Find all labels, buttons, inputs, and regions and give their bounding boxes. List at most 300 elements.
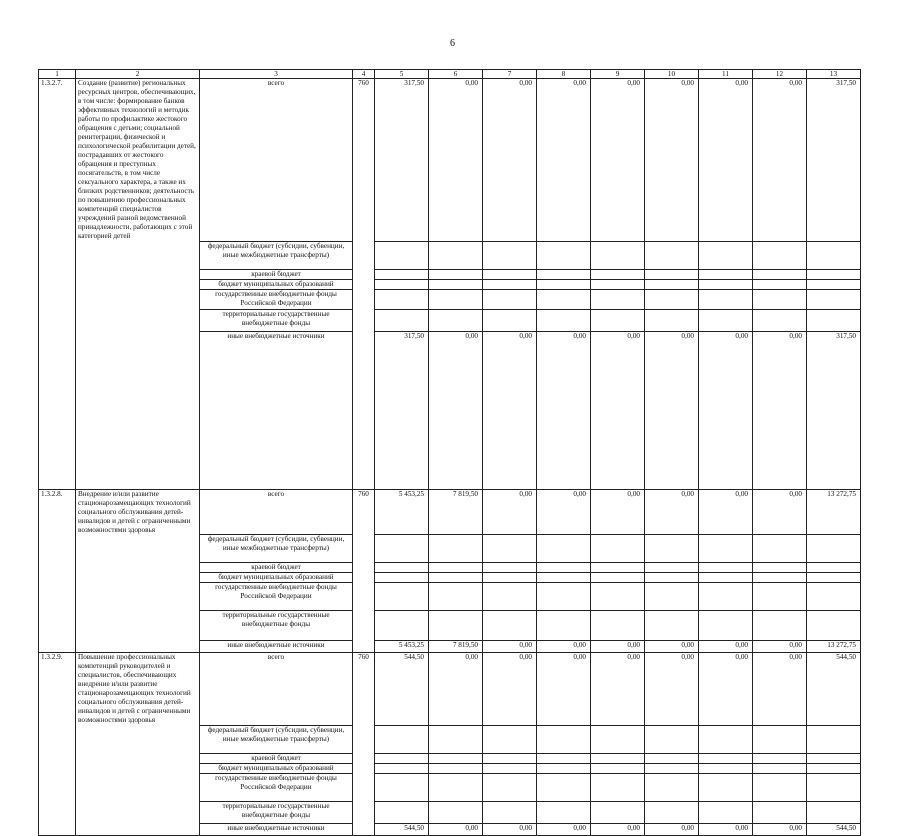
table-row [39,763,861,773]
column-4-code [353,641,375,653]
row-name: Создание (развитие) региональных ресурсных центров, обеспечивающих, в том числе: формирование банков эффективных технологий и методик работы по профилактике жестокого обращения с детьми; социальной реинтеграции, физической и психологической реабилитации детей, пострадавших от жестокого обращения и преступных посягательств, в том числе сексуального характера, а также их близких родственников; деятельность по повышению профессиональных компетенций специалистов учреждений разной ведомственной принадлежности, работающих с этой категорией детей [76,79,200,242]
value-cell [375,289,429,309]
header-row [39,70,861,79]
value-cell: 0,00 [645,79,699,242]
row-name [76,753,200,763]
value-cell [375,763,429,773]
value-cell [591,563,645,573]
row-name [76,641,200,653]
table-row [39,773,861,801]
row-name [76,801,200,823]
value-cell [483,583,537,611]
row-code [39,573,76,583]
value-cell [429,309,483,331]
value-cell [483,773,537,801]
value-cell [753,573,807,583]
value-cell: 0,00 [591,653,645,726]
value-cell: 0,00 [537,79,591,242]
value-cell [753,309,807,331]
value-cell [537,279,591,289]
value-cell: 0,00 [483,641,537,653]
value-cell [753,753,807,763]
column-4-code [353,331,375,489]
value-cell [753,763,807,773]
value-cell [807,269,861,279]
table-row [39,331,861,489]
value-cell [807,801,861,823]
row-code: 1.3.2.8. [39,489,76,535]
header-cell: 2 [76,70,200,79]
value-cell: 0,00 [591,79,645,242]
value-cell [429,573,483,583]
value-cell [645,611,699,641]
value-cell [699,763,753,773]
row-name [76,269,200,279]
value-cell [807,583,861,611]
value-cell [375,241,429,269]
column-4-code [353,763,375,773]
value-cell [375,573,429,583]
value-cell [699,583,753,611]
funding-source: территориальные государственные внебюджетные фонды [200,611,353,641]
value-cell: 0,00 [753,653,807,726]
value-cell: 0,00 [483,653,537,726]
value-cell: 544,50 [375,823,429,835]
value-cell: 0,00 [699,653,753,726]
value-cell [699,573,753,583]
row-name [76,241,200,269]
value-cell: 0,00 [699,823,753,835]
row-name [76,583,200,611]
value-cell [429,753,483,763]
value-cell [375,725,429,753]
value-cell [807,611,861,641]
value-cell: 317,50 [375,79,429,242]
value-cell [375,309,429,331]
value-cell: 5 453,25 [375,641,429,653]
value-cell: 13 272,75 [807,489,861,535]
column-4-code [353,773,375,801]
row-name [76,279,200,289]
value-cell: 0,00 [753,641,807,653]
value-cell [429,583,483,611]
value-cell [807,289,861,309]
value-cell [429,725,483,753]
table-row [39,489,861,535]
value-cell [645,535,699,563]
value-cell [429,611,483,641]
value-cell [699,801,753,823]
funding-source: территориальные государственные внебюджетные фонды [200,801,353,823]
value-cell [807,753,861,763]
value-cell [591,241,645,269]
table-row [39,573,861,583]
value-cell: 0,00 [645,489,699,535]
value-cell [753,583,807,611]
value-cell [591,801,645,823]
row-code [39,725,76,753]
value-cell [375,753,429,763]
value-cell: 7 819,50 [429,489,483,535]
value-cell [429,563,483,573]
value-cell [807,763,861,773]
value-cell: 544,50 [807,653,861,726]
value-cell: 0,00 [699,641,753,653]
column-4-code [353,801,375,823]
row-name [76,309,200,331]
header-cell: 11 [699,70,753,79]
funding-source: всего [200,489,353,535]
value-cell [591,773,645,801]
row-code [39,641,76,653]
value-cell [483,535,537,563]
value-cell: 0,00 [483,331,537,489]
row-name [76,763,200,773]
value-cell [753,535,807,563]
funding-source: иные внебюджетные источники [200,641,353,653]
header-cell: 8 [537,70,591,79]
value-cell [645,763,699,773]
value-cell [699,279,753,289]
value-cell: 0,00 [483,79,537,242]
value-cell [699,563,753,573]
value-cell [591,573,645,583]
value-cell [537,753,591,763]
value-cell: 7 819,50 [429,641,483,653]
value-cell: 0,00 [645,331,699,489]
table-row [39,241,861,269]
value-cell [645,773,699,801]
value-cell [483,241,537,269]
value-cell [537,309,591,331]
value-cell [699,753,753,763]
value-cell [483,763,537,773]
value-cell: 0,00 [645,641,699,653]
column-4-code [353,583,375,611]
value-cell: 317,50 [807,331,861,489]
value-cell [807,725,861,753]
table-row [39,535,861,563]
value-cell [645,279,699,289]
value-cell [645,241,699,269]
row-code [39,241,76,269]
funding-source: федеральный бюджет (субсидии, субвенции, иные межбюджетные трансферты) [200,725,353,753]
value-cell [753,773,807,801]
funding-source: всего [200,79,353,242]
value-cell [699,611,753,641]
value-cell [591,309,645,331]
row-code [39,583,76,611]
value-cell [645,573,699,583]
table-row [39,563,861,573]
funding-source: краевой бюджет [200,753,353,763]
funding-source: государственные внебюджетные фонды Российской Федерации [200,289,353,309]
value-cell [429,801,483,823]
value-cell [753,241,807,269]
column-4-code: 760 [353,79,375,242]
funding-source: бюджет муниципальных образований [200,279,353,289]
value-cell [645,725,699,753]
value-cell [699,269,753,279]
value-cell [807,773,861,801]
row-code [39,563,76,573]
value-cell: 0,00 [591,823,645,835]
value-cell [483,309,537,331]
row-code [39,289,76,309]
value-cell [537,725,591,753]
column-4-code: 760 [353,653,375,726]
value-cell [375,611,429,641]
row-name: Повышение профессиональных компетенций руководителей и специалистов, обеспечивающих внедрение и/или развитие стационарозамещающих технологий социального обслуживания детей-инвалидов и детей с ограниченными возможностями здоровья [76,653,200,726]
column-4-code [353,611,375,641]
value-cell [753,269,807,279]
value-cell [537,773,591,801]
value-cell [645,583,699,611]
value-cell: 13 272,75 [807,641,861,653]
row-name [76,725,200,753]
row-code [39,611,76,641]
value-cell [699,289,753,309]
column-4-code [353,823,375,835]
value-cell [483,753,537,763]
value-cell [537,583,591,611]
row-name [76,773,200,801]
row-code [39,823,76,835]
value-cell [429,289,483,309]
value-cell: 5 453,25 [375,489,429,535]
value-cell [807,535,861,563]
value-cell [753,725,807,753]
column-4-code [353,279,375,289]
value-cell [591,725,645,753]
value-cell: 317,50 [807,79,861,242]
funding-source: бюджет муниципальных образований [200,763,353,773]
value-cell [807,279,861,289]
value-cell [429,269,483,279]
funding-source: федеральный бюджет (субсидии, субвенции, иные межбюджетные трансферты) [200,535,353,563]
value-cell [537,801,591,823]
header-cell: 13 [807,70,861,79]
value-cell [537,289,591,309]
value-cell [483,269,537,279]
value-cell [591,289,645,309]
value-cell: 0,00 [429,331,483,489]
value-cell [591,279,645,289]
value-cell [375,535,429,563]
value-cell: 0,00 [591,641,645,653]
table-row [39,583,861,611]
value-cell: 317,50 [375,331,429,489]
column-4-code [353,573,375,583]
value-cell [699,725,753,753]
value-cell: 0,00 [645,823,699,835]
value-cell [753,289,807,309]
row-name [76,331,200,489]
value-cell [645,563,699,573]
funding-source: краевой бюджет [200,563,353,573]
row-code [39,331,76,489]
value-cell: 0,00 [537,489,591,535]
column-4-code [353,725,375,753]
value-cell [753,611,807,641]
table-row [39,289,861,309]
funding-source: государственные внебюджетные фонды Российской Федерации [200,773,353,801]
value-cell: 0,00 [699,331,753,489]
value-cell [699,773,753,801]
value-cell [375,563,429,573]
header-cell: 3 [200,70,353,79]
column-4-code [353,241,375,269]
header-cell: 10 [645,70,699,79]
header-cell: 7 [483,70,537,79]
value-cell [807,563,861,573]
header-cell: 9 [591,70,645,79]
table-row [39,309,861,331]
value-cell: 0,00 [483,489,537,535]
header-cell: 6 [429,70,483,79]
value-cell: 0,00 [537,641,591,653]
value-cell [645,309,699,331]
column-4-code [353,269,375,279]
value-cell [537,241,591,269]
value-cell [375,773,429,801]
value-cell [753,279,807,289]
value-cell [375,801,429,823]
row-code [39,773,76,801]
value-cell [591,583,645,611]
value-cell [591,535,645,563]
row-code: 1.3.2.9. [39,653,76,726]
value-cell: 0,00 [753,331,807,489]
funding-source: краевой бюджет [200,269,353,279]
funding-source: государственные внебюджетные фонды Российской Федерации [200,583,353,611]
value-cell [753,563,807,573]
column-4-code: 760 [353,489,375,535]
value-cell: 0,00 [429,79,483,242]
value-cell [483,279,537,289]
row-code [39,753,76,763]
row-name [76,289,200,309]
table-row [39,801,861,823]
column-4-code [353,753,375,763]
value-cell [483,573,537,583]
value-cell [429,279,483,289]
funding-source: территориальные государственные внебюджетные фонды [200,309,353,331]
row-name [76,611,200,641]
value-cell [699,309,753,331]
column-4-code [353,535,375,563]
table-row [39,279,861,289]
row-code [39,279,76,289]
page-number: 6 [450,38,455,49]
value-cell [807,309,861,331]
value-cell [591,269,645,279]
value-cell: 544,50 [807,823,861,835]
value-cell: 0,00 [645,653,699,726]
row-name [76,535,200,563]
value-cell [537,535,591,563]
column-4-code [353,563,375,573]
value-cell: 0,00 [483,823,537,835]
value-cell [807,241,861,269]
value-cell: 0,00 [753,79,807,242]
funding-source: иные внебюджетные источники [200,331,353,489]
value-cell [753,801,807,823]
value-cell [699,241,753,269]
value-cell [537,763,591,773]
header-cell: 5 [375,70,429,79]
row-code [39,801,76,823]
value-cell: 0,00 [753,489,807,535]
header-cell: 12 [753,70,807,79]
column-4-code [353,309,375,331]
value-cell [429,763,483,773]
row-code [39,763,76,773]
value-cell: 0,00 [429,823,483,835]
funding-source: всего [200,653,353,726]
row-code [39,269,76,279]
value-cell: 0,00 [537,653,591,726]
value-cell [537,269,591,279]
value-cell [645,753,699,763]
funding-source: федеральный бюджет (субсидии, субвенции, иные межбюджетные трансферты) [200,241,353,269]
value-cell [591,763,645,773]
value-cell [375,279,429,289]
value-cell: 0,00 [591,331,645,489]
value-cell [483,563,537,573]
value-cell: 0,00 [591,489,645,535]
row-code [39,535,76,563]
budget-table [38,69,861,836]
table-row [39,269,861,279]
value-cell [375,583,429,611]
value-cell: 544,50 [375,653,429,726]
funding-source: иные внебюджетные источники [200,823,353,835]
value-cell: 0,00 [429,653,483,726]
value-cell [645,801,699,823]
value-cell [483,289,537,309]
value-cell [429,535,483,563]
value-cell [645,269,699,279]
value-cell [699,535,753,563]
table-row [39,611,861,641]
column-4-code [353,289,375,309]
table-row [39,653,861,726]
header-cell: 4 [353,70,375,79]
value-cell [537,573,591,583]
table-row [39,753,861,763]
value-cell [591,753,645,763]
table-row [39,641,861,653]
value-cell [537,611,591,641]
row-code: 1.3.2.7. [39,79,76,242]
value-cell [429,241,483,269]
table-row [39,823,861,835]
value-cell [591,611,645,641]
table-row [39,79,861,242]
table-row [39,725,861,753]
value-cell [483,611,537,641]
value-cell: 0,00 [699,79,753,242]
row-name [76,573,200,583]
value-cell [807,573,861,583]
funding-source: бюджет муниципальных образований [200,573,353,583]
value-cell [375,269,429,279]
row-name [76,563,200,573]
value-cell [483,725,537,753]
value-cell [537,563,591,573]
header-cell: 1 [39,70,76,79]
